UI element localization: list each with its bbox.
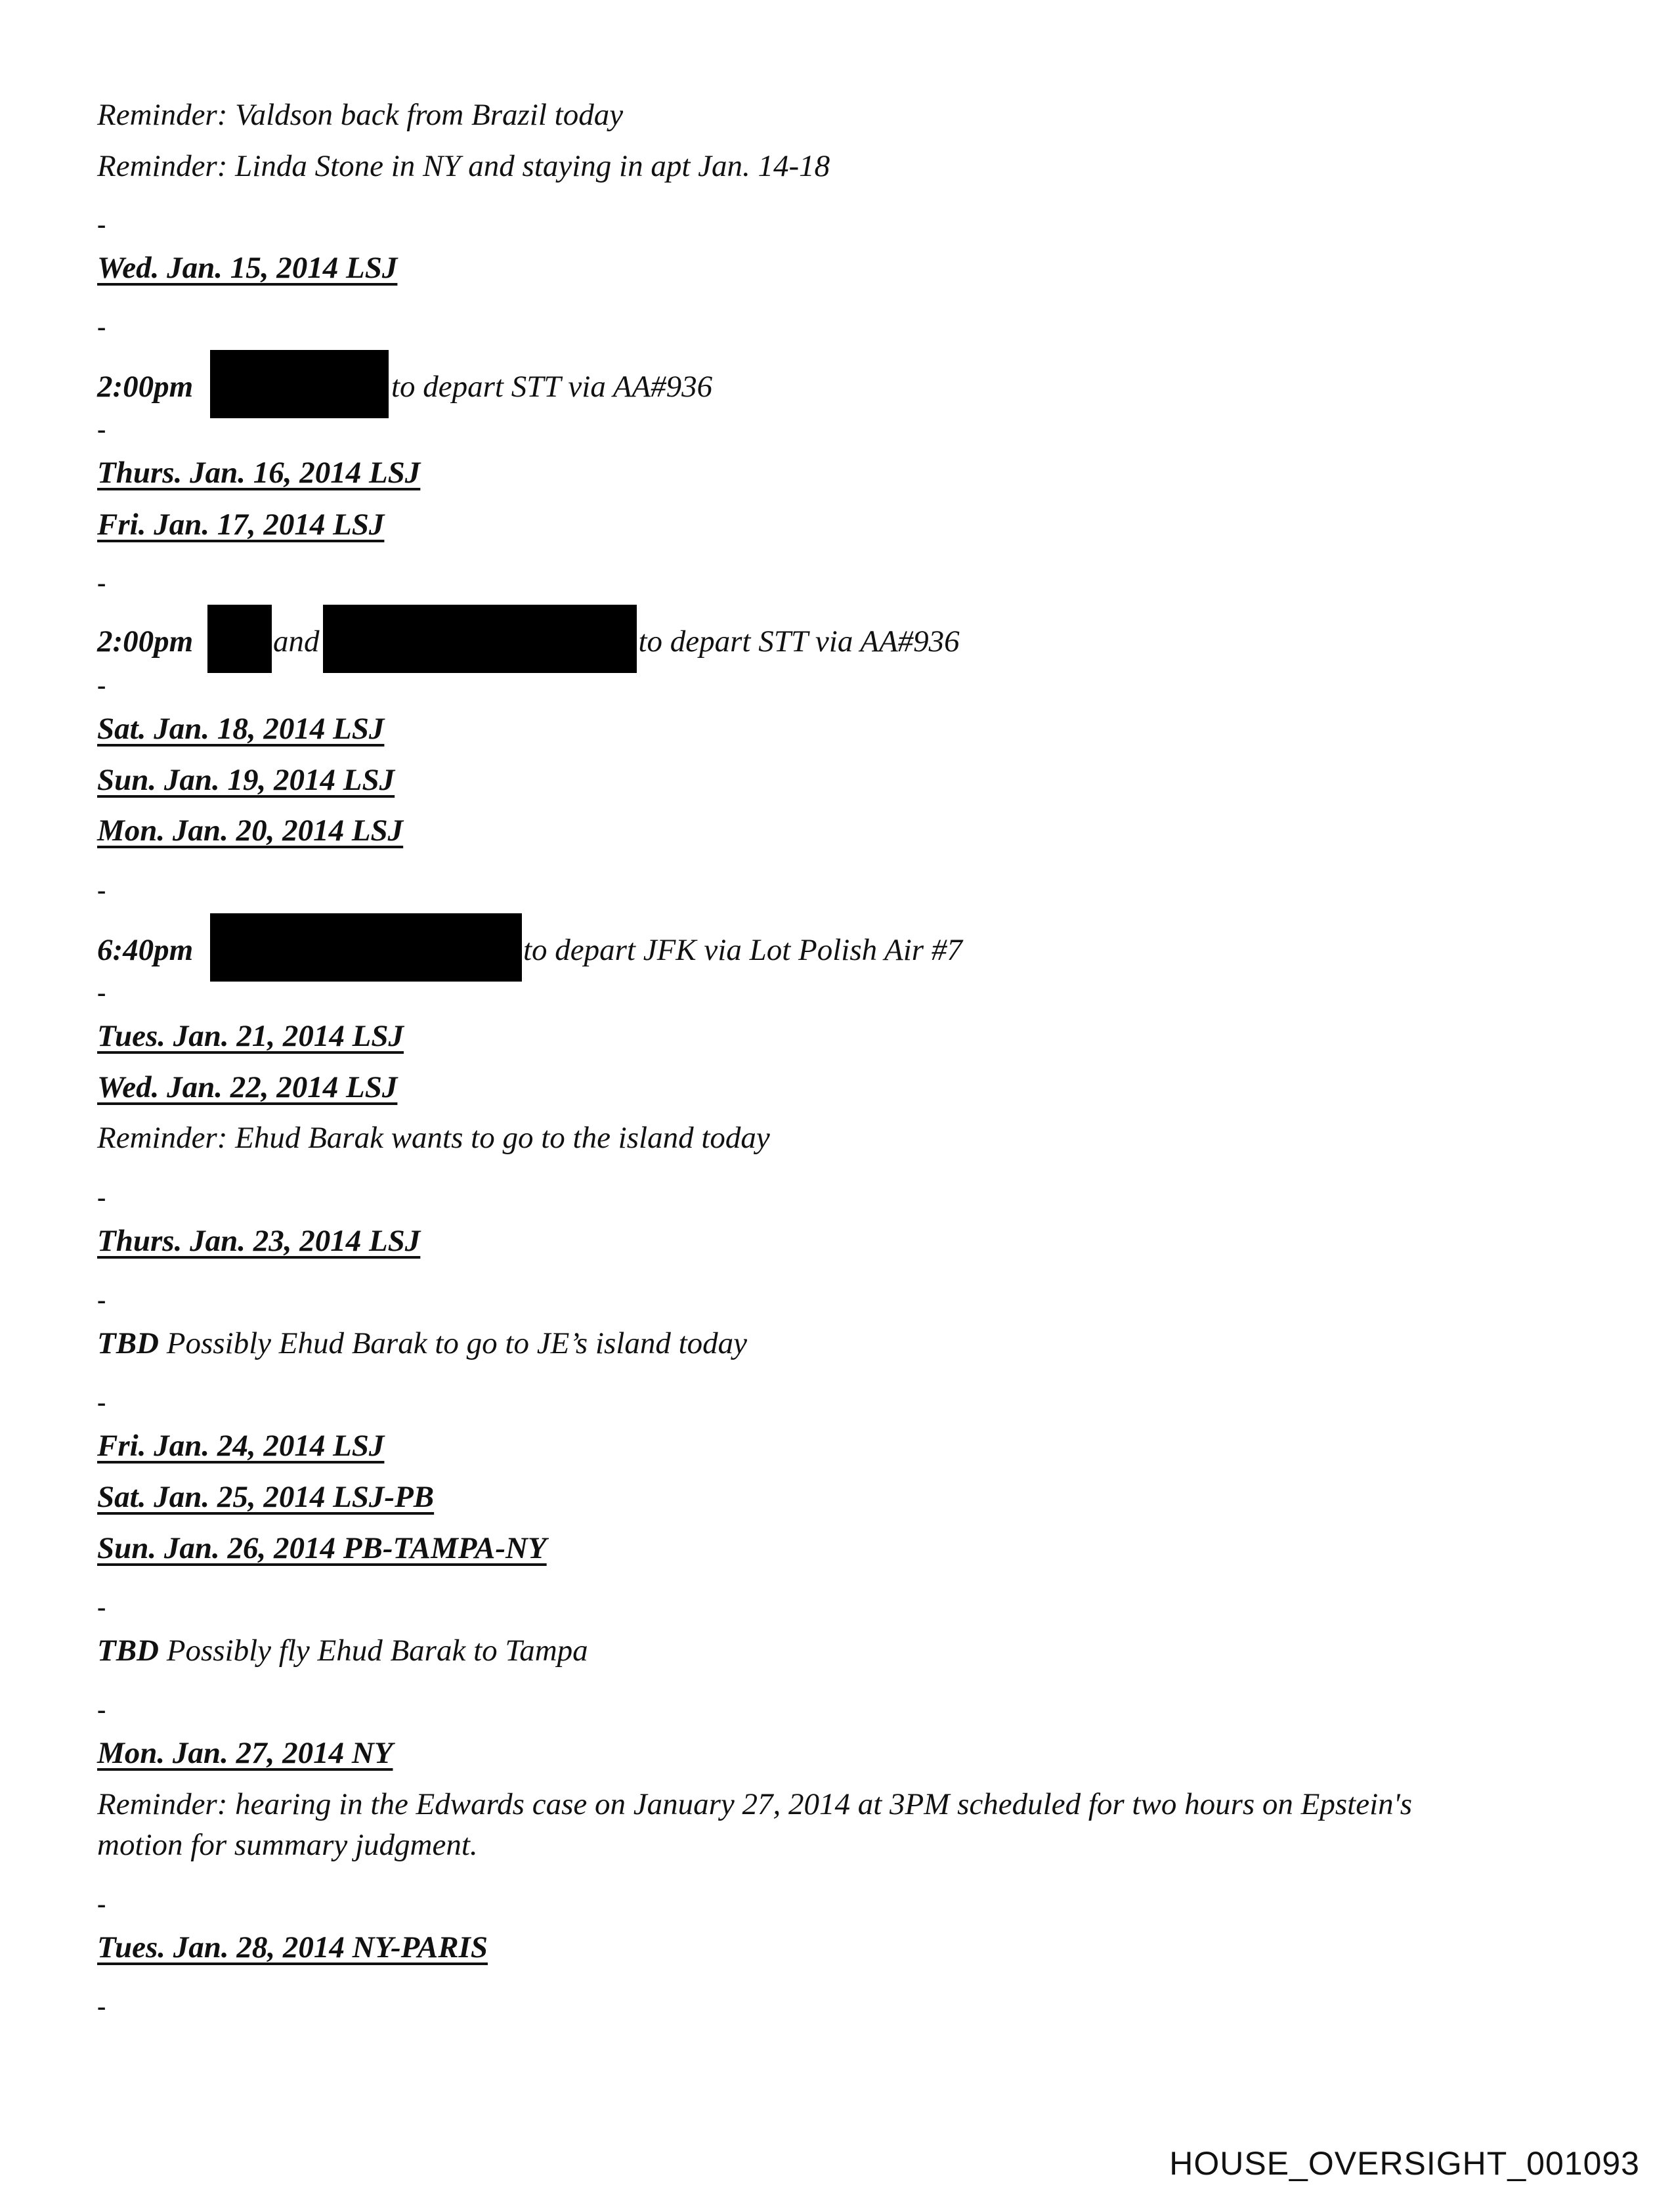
date-heading: Wed. Jan. 22, 2014 LSJ (97, 1070, 398, 1104)
schedule-line (97, 1328, 747, 1359)
date-heading: Tues. Jan. 21, 2014 LSJ (97, 1019, 404, 1053)
reminder-line: motion for summary judgment. (97, 1828, 478, 1862)
separator-dash: - (97, 1592, 106, 1622)
separator-dash: - (97, 209, 106, 239)
date-heading: Sun. Jan. 19, 2014 LSJ (97, 763, 395, 797)
schedule-line (97, 1636, 588, 1666)
redaction-box (210, 350, 389, 418)
schedule-line (97, 919, 962, 987)
reminder-line: Reminder: hearing in the Edwards case on January 27, 2014 at 3PM scheduled for two hours on Epstein's (97, 1787, 1412, 1821)
schedule-text: to depart JFK via Lot Polish Air #7 (523, 932, 962, 967)
schedule-text: Possibly Ehud Barak to go to JE’s island today (166, 1326, 747, 1360)
schedule-text: Possibly fly Ehud Barak to Tampa (166, 1634, 588, 1668)
date-heading: Fri. Jan. 17, 2014 LSJ (97, 508, 385, 542)
schedule-text: to depart STT via AA#936 (638, 624, 960, 659)
schedule-line (97, 610, 960, 678)
separator-dash: - (97, 1889, 106, 1919)
separator-dash: - (97, 568, 106, 597)
separator-dash: - (97, 1387, 106, 1417)
date-heading: Thurs. Jan. 16, 2014 LSJ (97, 456, 421, 490)
separator-dash: - (97, 1695, 106, 1724)
tbd-label: TBD (97, 1634, 159, 1668)
redaction-box (210, 913, 522, 982)
time-label: 2:00pm (97, 624, 194, 659)
time-label: 6:40pm (97, 932, 194, 967)
date-heading: Mon. Jan. 20, 2014 LSJ (97, 813, 404, 848)
redaction-box (323, 605, 637, 673)
reminder-line: Reminder: Valdson back from Brazil today (97, 98, 624, 132)
time-label: 2:00pm (97, 369, 194, 404)
date-heading: Wed. Jan. 15, 2014 LSJ (97, 251, 398, 285)
bates-number: HOUSE_OVERSIGHT_001093 (1169, 2145, 1640, 2182)
separator-dash: - (97, 670, 106, 700)
date-heading: Sat. Jan. 18, 2014 LSJ (97, 712, 385, 746)
separator-dash: - (97, 1285, 106, 1314)
separator-dash: - (97, 978, 106, 1007)
tbd-label: TBD (97, 1326, 159, 1360)
separator-dash: - (97, 1991, 106, 2021)
date-heading: Sat. Jan. 25, 2014 LSJ-PB (97, 1480, 435, 1514)
date-heading: Fri. Jan. 24, 2014 LSJ (97, 1429, 385, 1463)
reminder-line: Reminder: Linda Stone in NY and staying in apt Jan. 14-18 (97, 149, 830, 183)
date-heading: Sun. Jan. 26, 2014 PB-TAMPA-NY (97, 1531, 547, 1565)
conjunction-text: and (272, 624, 320, 659)
redaction-box (207, 605, 272, 673)
date-heading: Mon. Jan. 27, 2014 NY (97, 1736, 393, 1770)
date-heading: Tues. Jan. 28, 2014 NY-PARIS (97, 1930, 488, 1964)
date-heading: Thurs. Jan. 23, 2014 LSJ (97, 1224, 421, 1258)
separator-dash: - (97, 875, 106, 905)
schedule-line (97, 355, 712, 423)
reminder-line: Reminder: Ehud Barak wants to go to the island today (97, 1121, 770, 1155)
separator-dash: - (97, 1182, 106, 1212)
schedule-text: to depart STT via AA#936 (391, 369, 713, 404)
separator-dash: - (97, 312, 106, 341)
separator-dash: - (97, 414, 106, 444)
